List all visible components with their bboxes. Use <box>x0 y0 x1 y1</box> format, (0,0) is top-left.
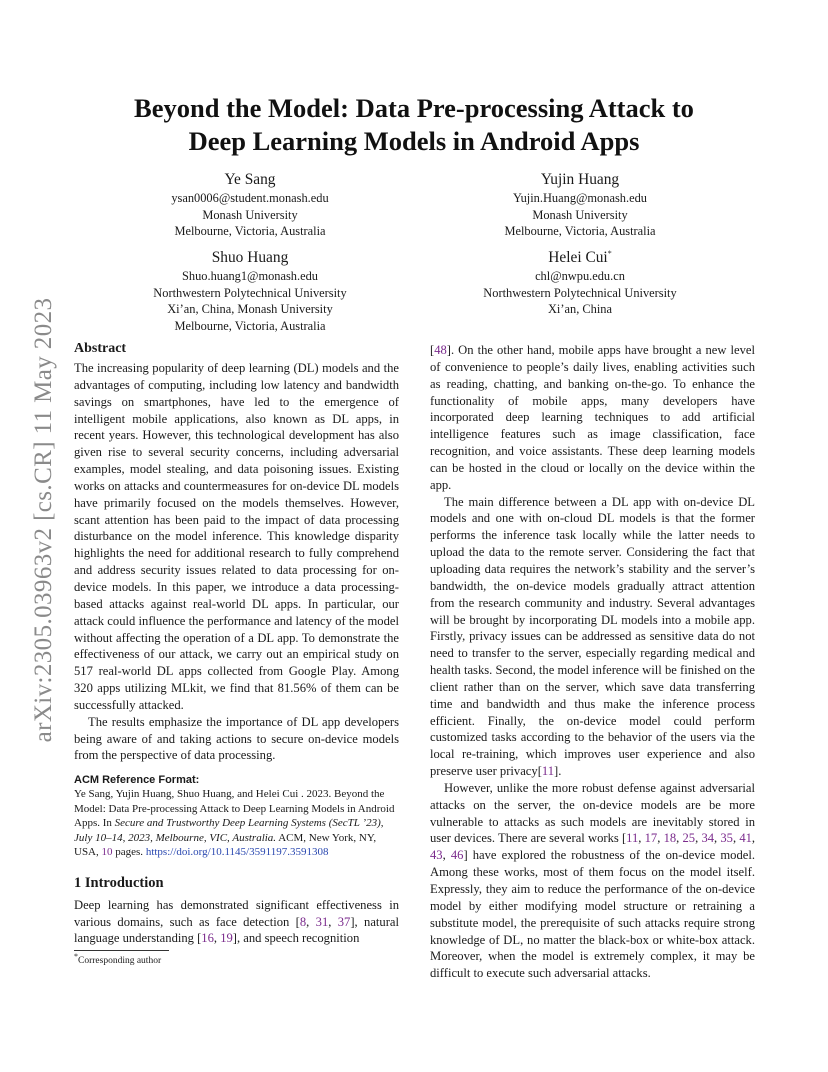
author-affiliation: Monash University <box>532 207 628 222</box>
title-line-2: Deep Learning Models in Android Apps <box>188 126 640 156</box>
arxiv-identifier-stamp: arXiv:2305.03963v2 [cs.CR] 11 May 2023 <box>30 297 57 743</box>
acm-reference-text <box>74 787 399 860</box>
footnote-mark: * <box>74 951 78 961</box>
author-email: Yujin.Huang@monash.edu <box>513 191 647 205</box>
citation-link[interactable]: 8 <box>299 914 307 929</box>
intro-text: ], and speech recognition <box>232 931 360 946</box>
doi-link[interactable]: https://doi.org/10.1145/3591197.3591308 <box>145 846 329 859</box>
author-block-shuo-huang <box>110 248 390 334</box>
author-name <box>440 248 720 268</box>
citation-link[interactable]: 34 <box>701 831 715 846</box>
acm-ref-venue: Secure and Trustworthy Deep Learning Systems (SecTL ’23), July 10–14, 2023, Melbourne, VIC, Australia. <box>74 817 384 844</box>
abstract-paragraph-2: The results emphasize the importance of DL app developers being aware of and taking actions to secure on-device models from the perspective of data processing. <box>74 714 399 763</box>
author-location: Melbourne, Victoria, Australia <box>504 224 656 239</box>
acm-ref-pages-link[interactable]: 10 <box>101 846 113 859</box>
citation-link[interactable]: 17 <box>644 831 658 846</box>
author-affiliation: Northwestern Polytechnical University <box>153 285 347 300</box>
citation-link[interactable]: 19 <box>220 931 233 946</box>
author-name: Ye Sang <box>224 171 276 188</box>
footnote-rule <box>74 950 169 951</box>
intro-text: Deep learning has demonstrated significant effectiveness in various domains, such as face detection [ <box>74 897 399 929</box>
paper-title <box>60 92 768 158</box>
author-affiliation: Northwestern Polytechnical University <box>483 285 677 300</box>
citation-link[interactable]: 43 <box>430 848 443 863</box>
citation-link[interactable]: 35 <box>720 831 733 846</box>
author-location: Xi’an, China <box>547 302 612 317</box>
citation-link[interactable]: 37 <box>337 914 351 929</box>
intro-text: The main difference between a DL app with on-device DL models and one with on-cloud DL models is that the former performs the inference task locally while the latter needs to upload the data to the remote server. Considering the fact that uploading data requires the network’s stability and the server’s bandwidth, the on-device models gradually attract attention from the research community and industry. Several advantages will be brought by incorporating DL models into a mobile app. Firstly, privacy issues can be addressed as sensitive data do not need to transfer to the server, especially regarding medical and health tasks. Second, the model inference will be finished on the client rather than on the server, which save data transferring time and bandwidth and thus make the inference process efficient. Finally, the on-device model could perform customized tasks according to the behavior of the users via the local re-training, which improves user experience and also preserve user privacy[ <box>430 494 755 779</box>
intro-text: ], natural language understanding [ <box>74 914 399 946</box>
author-email: Shuo.huang1@monash.edu <box>182 269 318 283</box>
author-name: Yujin Huang <box>540 171 620 188</box>
intro-text: ]. <box>554 764 562 779</box>
acm-ref-pages-word: pages. <box>112 846 146 859</box>
author-name: Shuo Huang <box>211 249 289 266</box>
intro-paragraph-4: However, unlike the more robust defense against adversarial attacks on the server, the on-device models are be more vulnerable to attacks as such models are inevitably stored in user devices. There are several works [11, 17, 18, 25, 34, 35, 41, 43, 46] have explored the robustness of the on-device model. Among these works, most of them focus on the model itself. Expressly, they aim to reduce the performance of the on-device model by either modifying model structure or retraining a substitute model, the prerequisite of such attacks require strong knowledge of DL, no matter the black-box or white-box attack. Moreover, when the model is extremely complex, it may be difficult to execute such adversarial attacks. <box>430 780 756 981</box>
citation-link[interactable]: 41 <box>739 831 752 846</box>
intro-paragraph-2: [48]. On the other hand, mobile apps have brought a new level of convenience to people’s daily lives, enabling activities such as reading, chatting, and banking on-the-go. To enhance the functionality of mobile apps, many developers have incorporated deep learning techniques to add artificial intelligence features such as image classification, face recognition, and voice assistants. These deep learning models can be hosted in the cloud or locally on the device within the app. <box>430 343 755 492</box>
intro-text: ]. On the other hand, mobile apps have brought a new level of convenience to people’s daily lives, enabling activities such as reading, chatting, and banking on-the-go. To enhance the functionality of mobile apps, many developers have incorporated deep learning techniques to add artificial intelligence features such as image classification, face recognition, and voice assistants. These deep learning models can be hosted in the cloud or locally on the device within the app. <box>430 343 755 492</box>
footnote <box>74 950 394 967</box>
citation-link[interactable]: 46 <box>450 848 464 863</box>
author-block-yujin-huang <box>440 170 720 240</box>
abstract-heading: Abstract <box>74 341 127 356</box>
author-block-ye-sang <box>110 170 390 240</box>
intro-text: ] have explored the robustness of the on-device model. Among these works, most of them focus on the model itself. Expressly, they aim to reduce the performance of the on-device model by either modifying model structure or retraining a substitute model, the prerequisite of such attacks require strong knowledge of DL, no matter the black-box or white-box attack. Moreover, when the model is extremely complex, it may be difficult to execute such adversarial attacks. <box>430 848 755 981</box>
citation-link[interactable]: 25 <box>682 831 696 846</box>
citation-link[interactable]: 11 <box>541 764 555 779</box>
intro-paragraph-3 <box>430 494 755 780</box>
citation-link[interactable]: 31 <box>315 914 329 929</box>
acm-reference-heading: ACM Reference Format: <box>74 774 200 787</box>
section-heading-introduction: 1 Introduction <box>74 874 164 891</box>
author-block-helei-cui <box>440 248 720 318</box>
intro-paragraph-1: Deep learning has demonstrated significant effectiveness in various domains, such as face detection [8, 31, 37], natural language understanding [16, 19], and speech recognition <box>74 897 399 946</box>
left-column <box>74 340 399 947</box>
citation-link[interactable]: 48 <box>434 343 447 357</box>
acm-ref-authors: Ye Sang, Yujin Huang, Shuo Huang, and Helei Cui . 2023. Beyond the Model: Data Pre-processing Attack to Deep Learning Models in Android Apps. In <box>74 788 395 830</box>
author-affiliation: Monash University <box>202 207 298 222</box>
citation-link[interactable]: 18 <box>663 831 677 846</box>
author-email: chl@nwpu.edu.cn <box>535 269 625 283</box>
author-location: Melbourne, Victoria, Australia <box>174 224 326 239</box>
citation-link[interactable]: 16 <box>201 931 214 946</box>
footnote-text: Corresponding author <box>78 956 162 966</box>
intro-text: However, unlike the more robust defense against adversarial attacks on the server, the on-device models are be more vulnerable to attacks as such models are inevitably stored in user devices. There are several works [ <box>430 780 755 846</box>
author-email: ysan0006@student.monash.edu <box>171 191 329 205</box>
acm-ref-publisher: ACM, New York, NY, USA, <box>74 831 377 859</box>
citation-link[interactable]: 11 <box>626 831 639 846</box>
author-location: Xi’an, China, Monash University <box>167 302 333 317</box>
right-column <box>430 342 755 982</box>
author-name-text: Helei Cui <box>548 249 608 266</box>
author-location-2: Melbourne, Victoria, Australia <box>174 318 326 333</box>
title-line-1: Beyond the Model: Data Pre-processing Attack to <box>134 93 694 123</box>
corresponding-author-mark: * <box>607 248 612 258</box>
abstract-paragraph-1: The increasing popularity of deep learning (DL) models and the advantages of computing, including low latency and bandwidth savings on smartphones, have led to the emergence of intelligent mobile applications, also known as DL apps, in recent years. However, this technological development has also given rise to several security concerns, including adversarial examples, model stealing, and data poisoning issues. Existing works on attacks and countermeasures for on-device DL models have primarily focused on the models themselves. However, scant attention has been paid to the impact of data processing disturbance on the model inference. This knowledge disparity highlights the need for additional research to fully comprehend and address security issues related to data processing for on-device models. In this paper, we introduce a data processing-based attacks against real-world DL apps. In particular, our attack could influence the performance and latency of the model without affecting the operation of a DL app. To demonstrate the effectiveness of our attack, we carry out an empirical study on 517 real-world DL apps collected from Google Play. Among 320 apps utilizing MLkit, we find that 81.56% of them can be successfully attacked. <box>74 361 399 712</box>
